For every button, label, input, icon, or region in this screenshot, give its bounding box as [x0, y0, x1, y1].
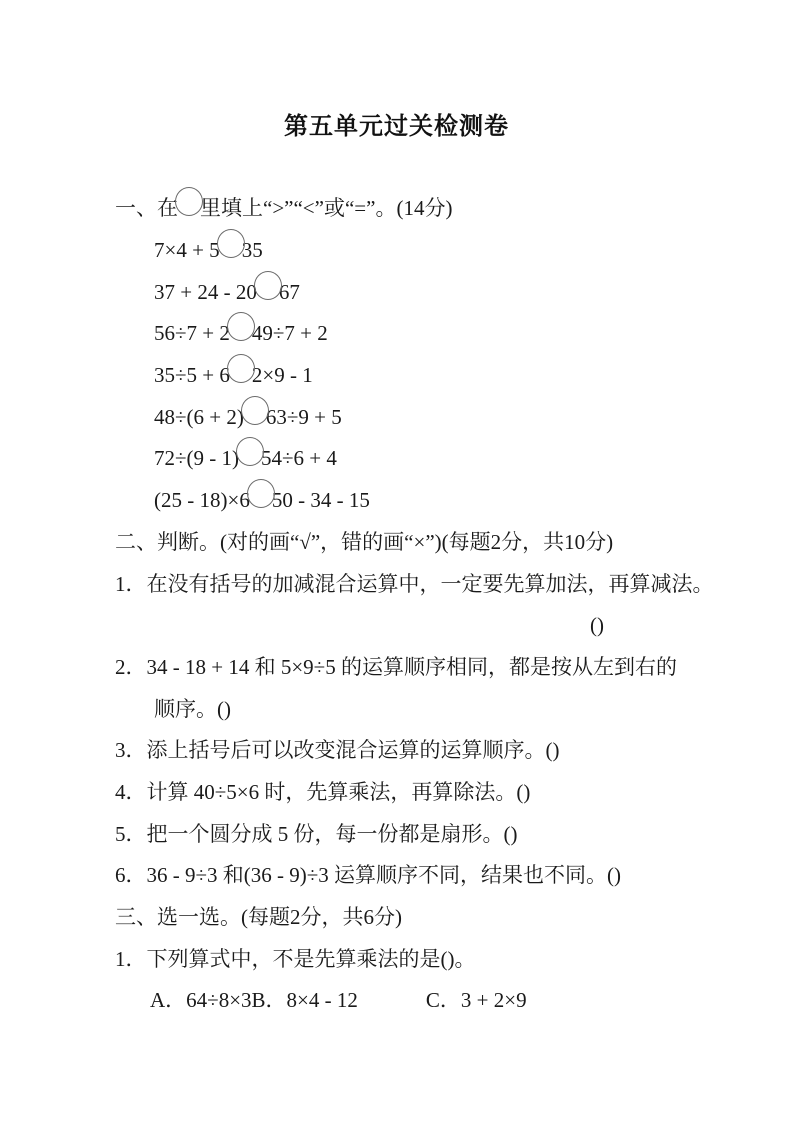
comparison-left: 48÷(6 + 2) [154, 404, 244, 429]
comparison-left: 72÷(9 - 1) [154, 446, 240, 471]
comparison-right: 63÷9 + 5 [265, 404, 342, 429]
judge-item-5: 5．把一个圆分成 5 份，每一份都是扇形。() [115, 821, 518, 846]
answer-circle [227, 312, 255, 341]
comparison-row-1 [115, 230, 753, 272]
comparison-row-3 [115, 313, 753, 355]
comparison-right: 2×9 - 1 [251, 363, 313, 388]
paper-body [115, 188, 753, 1022]
comparison-right: 50 - 34 - 15 [271, 488, 370, 513]
compare-circle-icon [175, 187, 203, 216]
comparison-left: 35÷5 + 6 [154, 363, 230, 388]
choice-question-1: 1．下列算式中，不是先算乘法的是()。 [115, 946, 476, 971]
comparison-row-5 [115, 396, 753, 438]
judge-item-3: 3．添上括号后可以改变混合运算的运算顺序。() [115, 738, 560, 763]
answer-circle [236, 437, 264, 466]
comparison-right: 67 [278, 279, 300, 304]
comparison-left: 37 + 24 - 20 [154, 279, 257, 304]
section-3-header: 三、选一选。(每题2分，共6分) [115, 905, 402, 930]
judge-item-4: 4．计算 40÷5×6 时，先算乘法，再算除法。() [115, 779, 531, 804]
comparison-left: (25 - 18)×6 [154, 488, 250, 513]
comparison-row-4 [115, 355, 753, 397]
judge-item-6: 6．36 - 9÷3 和(36 - 9)÷3 运算顺序不同，结果也不同。() [115, 863, 622, 888]
judge-item-1: 1．在没有括号的加减混合运算中，一定要先算加法，再算减法。 [115, 571, 714, 596]
comparison-row-7 [115, 480, 753, 522]
answer-circle [227, 354, 255, 383]
comparison-row-6 [115, 438, 753, 480]
page-title: 第五单元过关检测卷 [284, 113, 509, 140]
answer-circle [247, 479, 275, 508]
judge-item-1-answer: () [590, 613, 604, 638]
comparison-left: 56÷7 + 2 [154, 321, 230, 346]
comparison-right: 49÷7 + 2 [251, 321, 328, 346]
answer-circle [217, 229, 245, 258]
comparison-row-2 [115, 271, 753, 313]
option-a: A．64÷8×3 [150, 988, 252, 1013]
judge-item-2-line-2: 顺序。() [154, 696, 231, 721]
section-1-header-pre: 一、在 [115, 196, 178, 221]
judge-item-2-line-1: 2．34 - 18 + 14 和 5×9÷5 的运算顺序相同，都是按从左到右的 [115, 654, 677, 679]
section-1-header-post: 里填上“>”“<”或“=”。(14分) [200, 196, 453, 221]
comparison-left: 7×4 + 5 [154, 238, 220, 263]
option-c: C．3 + 2×9 [425, 988, 527, 1013]
answer-circle [241, 396, 269, 425]
comparison-right: 35 [241, 238, 263, 263]
section-1-header [115, 188, 753, 230]
section-2-header: 二、判断。(对的画“√”，错的画“×”)(每题2分，共10分) [115, 529, 614, 554]
option-b: B．8×4 - 12 [251, 988, 358, 1013]
choice-question-1-options [115, 980, 753, 1022]
comparison-right: 54÷6 + 4 [261, 446, 337, 471]
answer-circle [254, 271, 282, 300]
